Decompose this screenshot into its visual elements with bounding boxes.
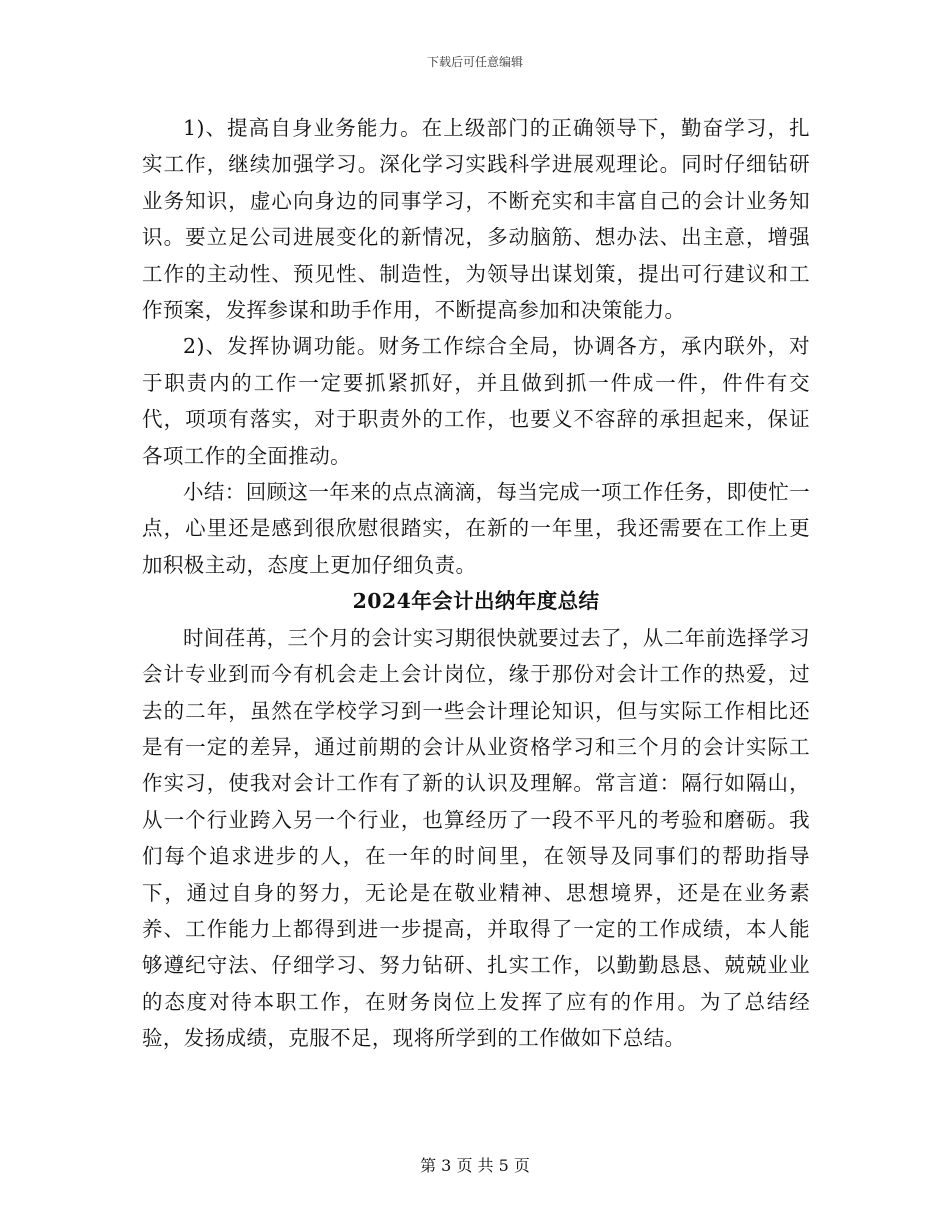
document-body bbox=[142, 110, 810, 1057]
paragraph-coordination: 2)、发挥协调功能。财务工作综合全局，协调各方，承内联外，对于职责内的工作一定要抓紧抓好，并且做到抓一件成一件，件件有交代，项项有落实，对于职责外的工作，也要义不容辞的承担起来，保证各项工作的全面推动。 bbox=[142, 334, 810, 468]
paragraph-annual-summary: 时间荏苒，三个月的会计实习期很快就要过去了，从二年前选择学习会计专业到而今有机会走上会计岗位，缘于那份对会计工作的热爱，过去的二年，虽然在学校学习到一些会计理论知识，但与实际工作相比还是有一定的差异，通过前期的会计从业资格学习和三个月的会计实际工作实习，使我对会计工作有了新的认识及理解。常言道：隔行如隔山，从一个行业跨入另一个行业，也算经历了一段不平凡的考验和磨砺。我们每个追求进步的人，在一年的时间里，在领导及同事们的帮助指导下，通过自身的努力，无论是在敬业精神、思想境界，还是在业务素养、工作能力上都得到进一步提高，并取得了一定的工作成绩，本人能够遵纪守法、仔细学习、努力钻研、扎实工作，以勤勤恳恳、兢兢业业的态度对待本职工作，在财务岗位上发挥了应有的作用。为了总结经验，发扬成绩，克服不足，现将所学到的工作做如下总结。 bbox=[142, 625, 810, 1051]
paragraph-summary: 小结：回顾这一年来的点点滴滴，每当完成一项工作任务，即使忙一点，心里还是感到很欣慰很踏实，在新的一年里，我还需要在工作上更加积极主动，态度上更加仔细负责。 bbox=[142, 480, 810, 577]
page-header: 下载后可任意编辑 bbox=[426, 55, 523, 69]
paragraph-improve-ability: 1)、提高自身业务能力。在上级部门的正确领导下，勤奋学习，扎实工作，继续加强学习。深化学习实践科学进展观理论。同时仔细钻研业务知识，虚心向身边的同事学习，不断充实和丰富自己的会计业务知识。要立足公司进展变化的新情况，多动脑筋、想办法、出主意，增强工作的主动性、预见性、制造性，为领导出谋划策，提出可行建议和工作预案，发挥参谋和助手作用，不断提高参加和决策能力。 bbox=[142, 116, 810, 323]
section-title: 2024年会计出纳年度总结 bbox=[352, 589, 600, 614]
page-number: 第 3 页 共 5 页 bbox=[420, 1156, 530, 1175]
